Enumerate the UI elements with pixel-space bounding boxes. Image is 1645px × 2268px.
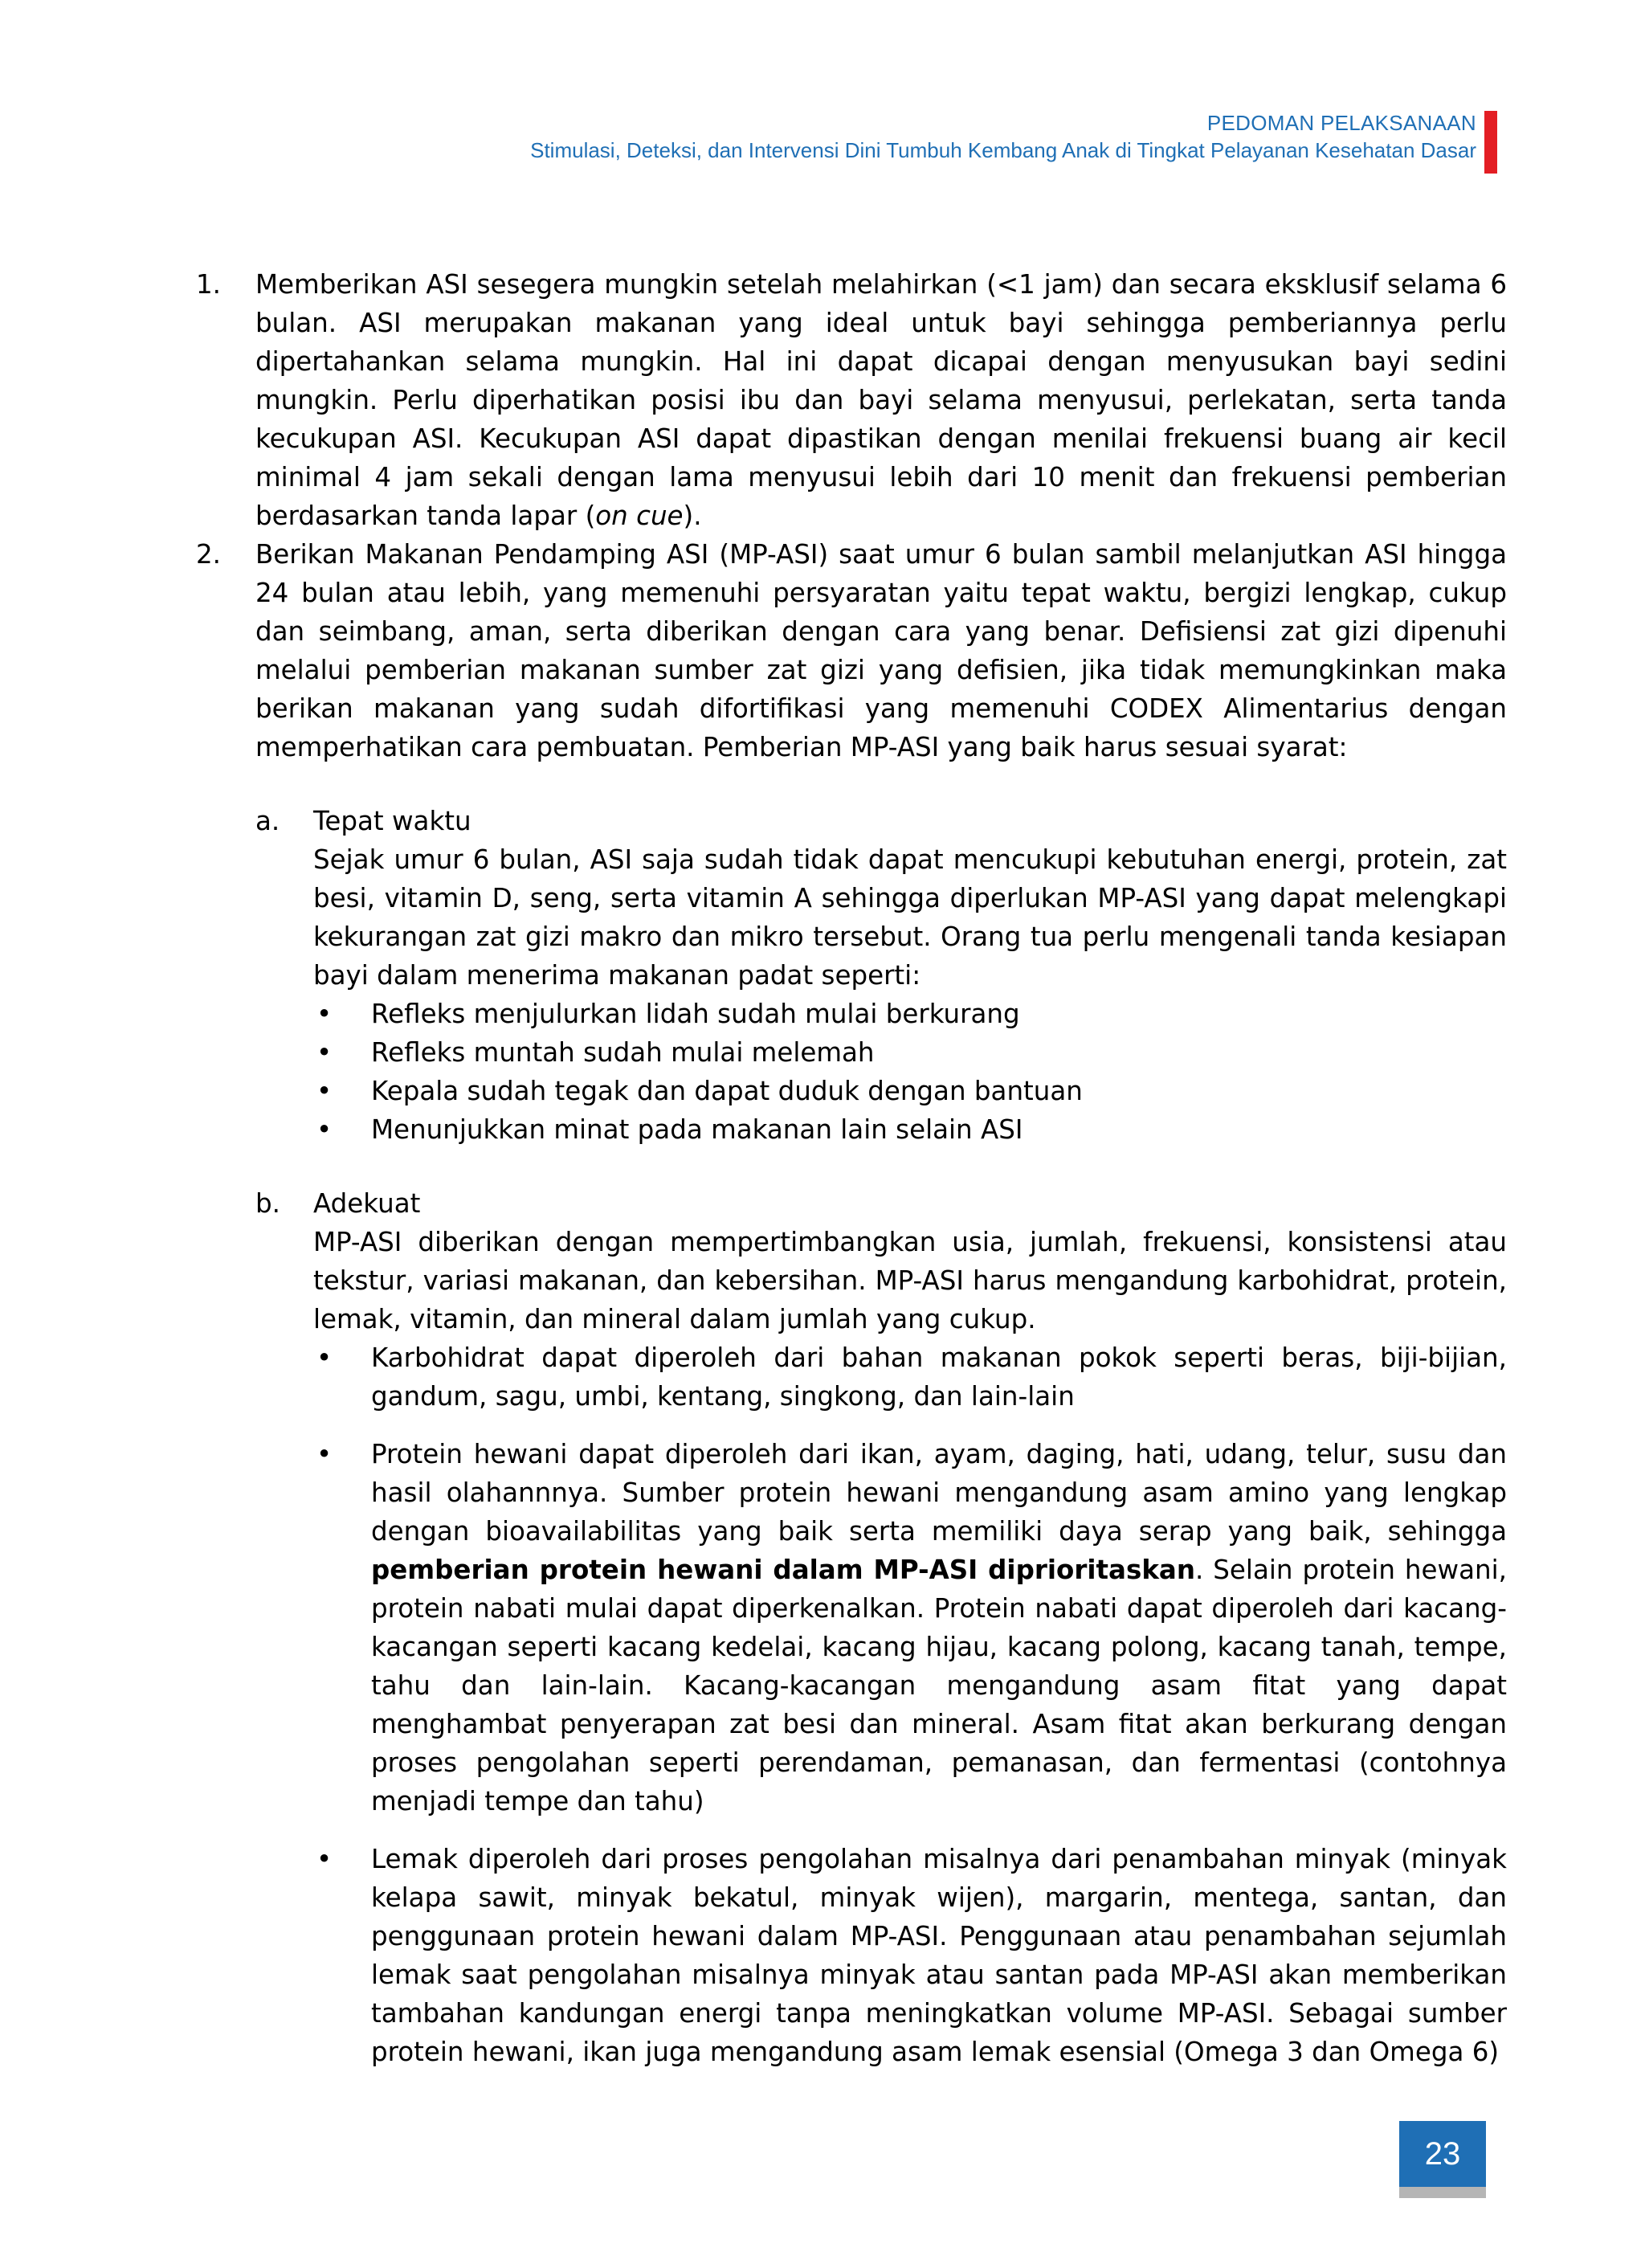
header-subtitle: Stimulasi, Deteksi, dan Intervensi Dini Tumbuh Kembang Anak di Tingkat Pelayanan Kesehatan Dasar bbox=[530, 138, 1476, 162]
bullet-icon: • bbox=[316, 1037, 333, 1068]
sub-section-a bbox=[255, 802, 1507, 1149]
list-item-text: Berikan Makanan Pendamping ASI (MP-ASI) saat umur 6 bulan sambil melanjutkan ASI hingga 24 bulan atau lebih, yang memenuhi persyaratan yaitu tepat waktu, bergizi lengkap, cukup dan seimbang, aman, serta diberikan dengan cara yang benar. Defisiensi zat gizi dipenuhi melalui pemberian makanan sumber zat gizi yang defisien, jika tidak memungkinkan maka berikan makanan yang sudah difortifikasi yang memenuhi CODEX Alimentarius dengan memperhatikan cara pembuatan. Pemberian MP-ASI yang baik harus sesuai syarat: bbox=[255, 539, 1507, 762]
list-item-text: Memberikan ASI sesegera mungkin setelah melahirkan (<1 jam) dan secara eksklusif selama 6 bulan. ASI merupakan makanan yang ideal untuk bayi sehingga pemberiannya perlu dipertahankan selama mungkin. Hal ini dapat dicapai dengan menyusukan bayi sedini mungkin. Perlu diperhatikan posisi ibu dan bayi selama menyusui, perlekatan, serta tanda kecukupan ASI. Kecukupan ASI dapat dipastikan dengan menilai frekuensi buang air kecil minimal 4 jam sekali dengan lama menyusui lebih dari 10 menit dan frekuensi pemberian berdasarkan tanda lapar (on cue). bbox=[255, 269, 1507, 531]
list-number: 1. bbox=[196, 269, 222, 300]
bullet-item-fat: • Lemak diperoleh dari proses pengolahan misalnya dari penambahan minyak (minyak kelapa sawit, minyak bekatul, minyak wijen), margarin, mentega, santan, dan penggunaan protein hewani dalam MP-ASI. Penggunaan atau penambahan sejumlah lemak saat pengolahan misalnya minyak atau santan pada MP-ASI akan memberikan tambahan kandungan energi tanpa meningkatkan volume MP-ASI. Sebagai sumber protein hewani, ikan juga mengandung asam lemak esensial (Omega 3 dan Omega 6) bbox=[313, 1840, 1507, 2071]
sub-section-text: MP-ASI diberikan dengan mempertimbangkan usia, jumlah, frekuensi, konsistensi atau tekstur, variasi makanan, dan kebersihan. MP-ASI harus mengandung karbohidrat, protein, lemak, vitamin, dan mineral dalam jumlah yang cukup. bbox=[313, 1227, 1507, 1334]
sub-section-heading: Adekuat bbox=[313, 1188, 421, 1219]
sub-section-letter: a. bbox=[255, 806, 280, 836]
bullet-item: • Menunjukkan minat pada makanan lain selain ASI bbox=[313, 1110, 1507, 1149]
bullet-item-carbohydrate: • Karbohidrat dapat diperoleh dari bahan makanan pokok seperti beras, biji-bijian, gandum, sagu, umbi, kentang, singkong, dan lain-lain bbox=[313, 1338, 1507, 1416]
page-number: 23 bbox=[1399, 2121, 1486, 2187]
list-item-1 bbox=[196, 265, 1507, 535]
bold-emphasis: pemberian protein hewani dalam MP-ASI diprioritaskan bbox=[371, 1555, 1195, 1585]
header-title: PEDOMAN PELAKSANAAN bbox=[1206, 111, 1476, 135]
bullet-icon: • bbox=[316, 1114, 333, 1145]
sub-section-b bbox=[255, 1184, 1507, 2071]
header-accent-bar bbox=[1484, 111, 1497, 174]
bullet-icon: • bbox=[316, 1844, 333, 1874]
bullet-icon: • bbox=[316, 1076, 333, 1106]
bullet-item: • Kepala sudah tegak dan dapat duduk dengan bantuan bbox=[313, 1072, 1507, 1110]
running-header bbox=[530, 109, 1476, 164]
sub-section-letter: b. bbox=[255, 1188, 280, 1219]
bullet-icon: • bbox=[316, 999, 333, 1029]
sub-section-text: Sejak umur 6 bulan, ASI saja sudah tidak dapat mencukupi kebutuhan energi, protein, zat besi, vitamin D, seng, serta vitamin A sehingga diperlukan MP-ASI yang dapat melengkapi kekurangan zat gizi makro dan mikro tersebut. Orang tua perlu mengenali tanda kesiapan bayi dalam menerima makanan padat seperti: bbox=[313, 844, 1507, 991]
italic-term: on cue bbox=[595, 501, 684, 531]
readiness-bullet-list bbox=[313, 995, 1507, 1149]
bullet-item: • Refleks menjulurkan lidah sudah mulai berkurang bbox=[313, 995, 1507, 1033]
bullet-icon: • bbox=[316, 1342, 333, 1373]
bullet-item-protein: • Protein hewani dapat diperoleh dari ikan, ayam, daging, hati, udang, telur, susu dan hasil olahannnya. Sumber protein hewani mengandung asam amino yang lengkap dengan bioavailabilitas yang baik serta memiliki daya serap yang baik, sehingga pemberian protein hewani dalam MP-ASI diprioritaskan. Selain protein hewani, protein nabati mulai dapat diperkenalkan. Protein nabati dapat diperoleh dari kacang-kacangan seperti kacang kedelai, kacang hijau, kacang polong, kacang tanah, tempe, tahu dan lain-lain. Kacang-kacangan mengandung asam fitat yang dapat menghambat penyerapan zat besi dan mineral. Asam fitat akan berkurang dengan proses pengolahan seperti perendaman, pemanasan, dan fermentasi (contohnya menjadi tempe dan tahu) bbox=[313, 1435, 1507, 1821]
page-body bbox=[196, 265, 1507, 2090]
nutrient-bullet-list bbox=[313, 1338, 1507, 2071]
list-item-2 bbox=[196, 535, 1507, 766]
page-number-shadow bbox=[1399, 2187, 1486, 2198]
bullet-item: • Refleks muntah sudah mulai melemah bbox=[313, 1033, 1507, 1072]
sub-section-heading: Tepat waktu bbox=[313, 806, 471, 836]
bullet-icon: • bbox=[316, 1439, 333, 1469]
list-number: 2. bbox=[196, 539, 222, 570]
